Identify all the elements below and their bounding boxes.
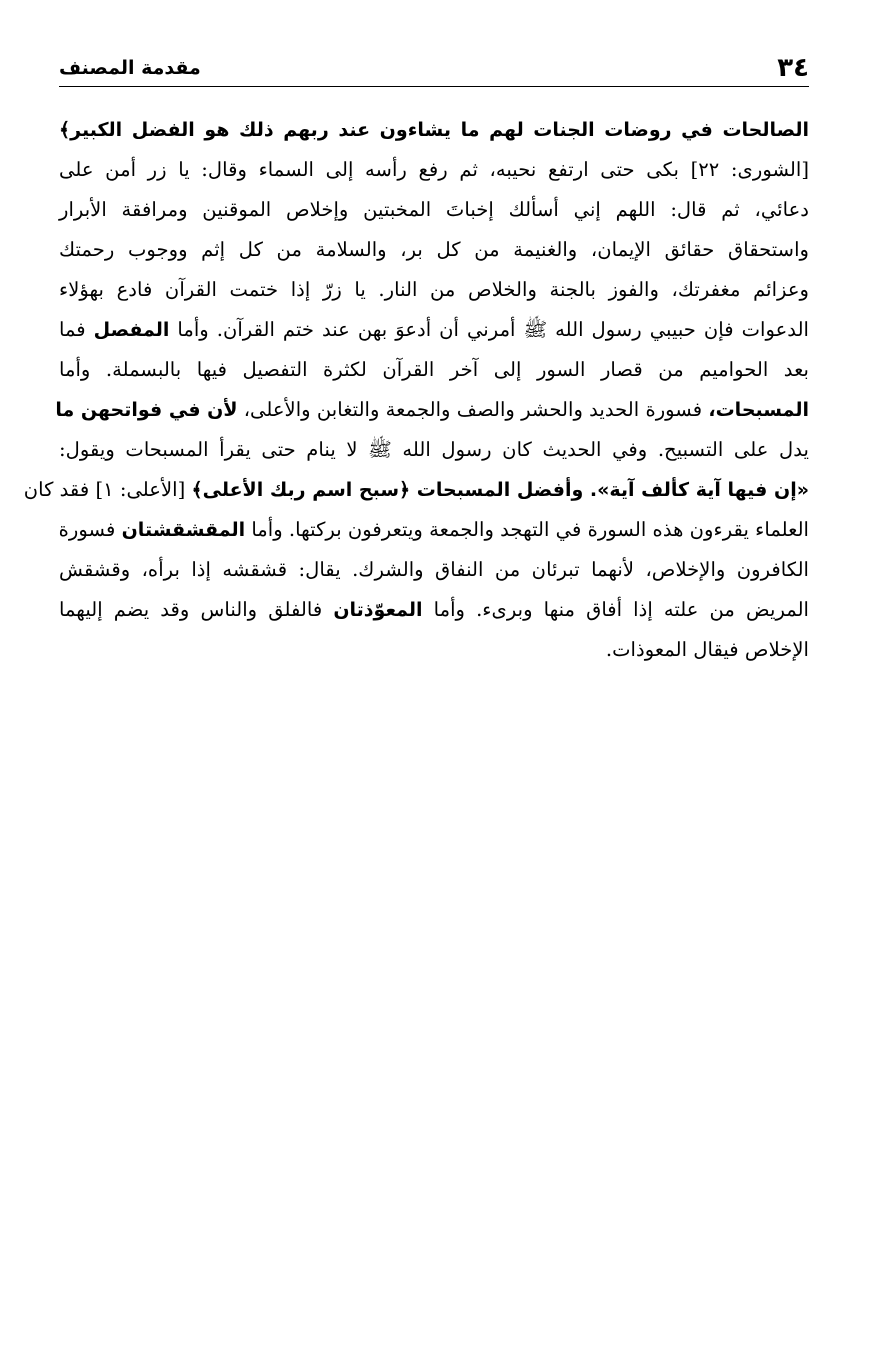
- text-run: فالفلق والناس وقد يضم إليهما: [59, 598, 334, 621]
- text-run: [الأعلى: ١] فقد كان: [23, 478, 192, 501]
- text-line: [23, 470, 809, 510]
- text-run: بعد الحواميم من قصار السور إلى آخر القرآن لكثرة التفصيل فيها بالبسملة. وأما: [59, 358, 809, 381]
- page-number: ٣٤: [777, 53, 809, 83]
- bold-term: الصالحات في روضات الجنات لهم ما يشاءون عند ربهم ذلك هو الفضل الكبير﴾: [59, 119, 809, 141]
- text-run: الإخلاص فيقال المعوذات.: [605, 638, 809, 661]
- text-run: وعزائم مغفرتك، والفوز بالجنة والخلاص من النار. يا زرّ إذا ختمت القرآن فادع بهؤلاء: [59, 278, 809, 301]
- bold-term: المفصل: [93, 319, 170, 341]
- running-title: مقدمة المصنف: [59, 57, 201, 79]
- text-line: [59, 630, 809, 670]
- text-run: الدعوات فإن حبيبي رسول الله ﷺ أمرني أن أدعوَ بهن عند ختم القرآن. وأما: [169, 318, 809, 341]
- page-header: [59, 50, 809, 87]
- text-run: يدل على التسبيح. وفي الحديث كان رسول الله ﷺ لا ينام حتى يقرأ المسبحات ويقول:: [59, 438, 809, 461]
- text-line: [59, 270, 809, 310]
- bold-term: «إن فيها آية كألف آية». وأفضل المسبحات ﴿سبح اسم ربك الأعلى﴾: [191, 479, 809, 501]
- text-line: [59, 110, 809, 150]
- bold-term: لأن في فواتحهن ما: [55, 399, 238, 421]
- text-line: [59, 430, 809, 470]
- text-line: [59, 190, 809, 230]
- text-line: [59, 310, 809, 350]
- bold-term: المقشقشتان: [121, 519, 246, 541]
- text-run: فسورة الحديد والحشر والصف والجمعة والتغابن والأعلى،: [237, 398, 709, 421]
- text-run: الكافرون والإخلاص، لأنهما تبرئان من النفاق والشرك. يقال: قشقشه إذا برأه، وقشقش: [59, 558, 809, 581]
- bold-term: المعوّذتان: [333, 599, 423, 621]
- text-run: فما: [59, 318, 94, 341]
- text-run: دعائي، ثم قال: اللهم إني أسألك إخباتَ المخبتين وإخلاص الموقنين ومرافقة الأبرار: [59, 198, 809, 221]
- text-run: [الشورى: ٢٢] بكى حتى ارتفع نحيبه، ثم رفع رأسه إلى السماء وقال: يا زر أمن على: [59, 158, 809, 181]
- text-line: [59, 510, 809, 550]
- body-text: [23, 110, 809, 670]
- text-run: واستحقاق حقائق الإيمان، والغنيمة من كل بر، والسلامة من كل إثم ووجوب رحمتك: [59, 238, 809, 261]
- text-run: المريض من علته إذا أفاق منها وبرىء. وأما: [422, 598, 809, 621]
- text-line: [59, 350, 809, 390]
- text-line: [59, 550, 809, 590]
- text-run: فسورة: [58, 518, 122, 541]
- text-line: [59, 230, 809, 270]
- text-line: [59, 590, 809, 630]
- text-line: [59, 150, 809, 190]
- text-line: [55, 390, 809, 430]
- bold-term: المسبحات،: [708, 399, 809, 421]
- text-run: العلماء يقرءون هذه السورة في التهجد والجمعة ويتعرفون بركتها. وأما: [245, 518, 809, 541]
